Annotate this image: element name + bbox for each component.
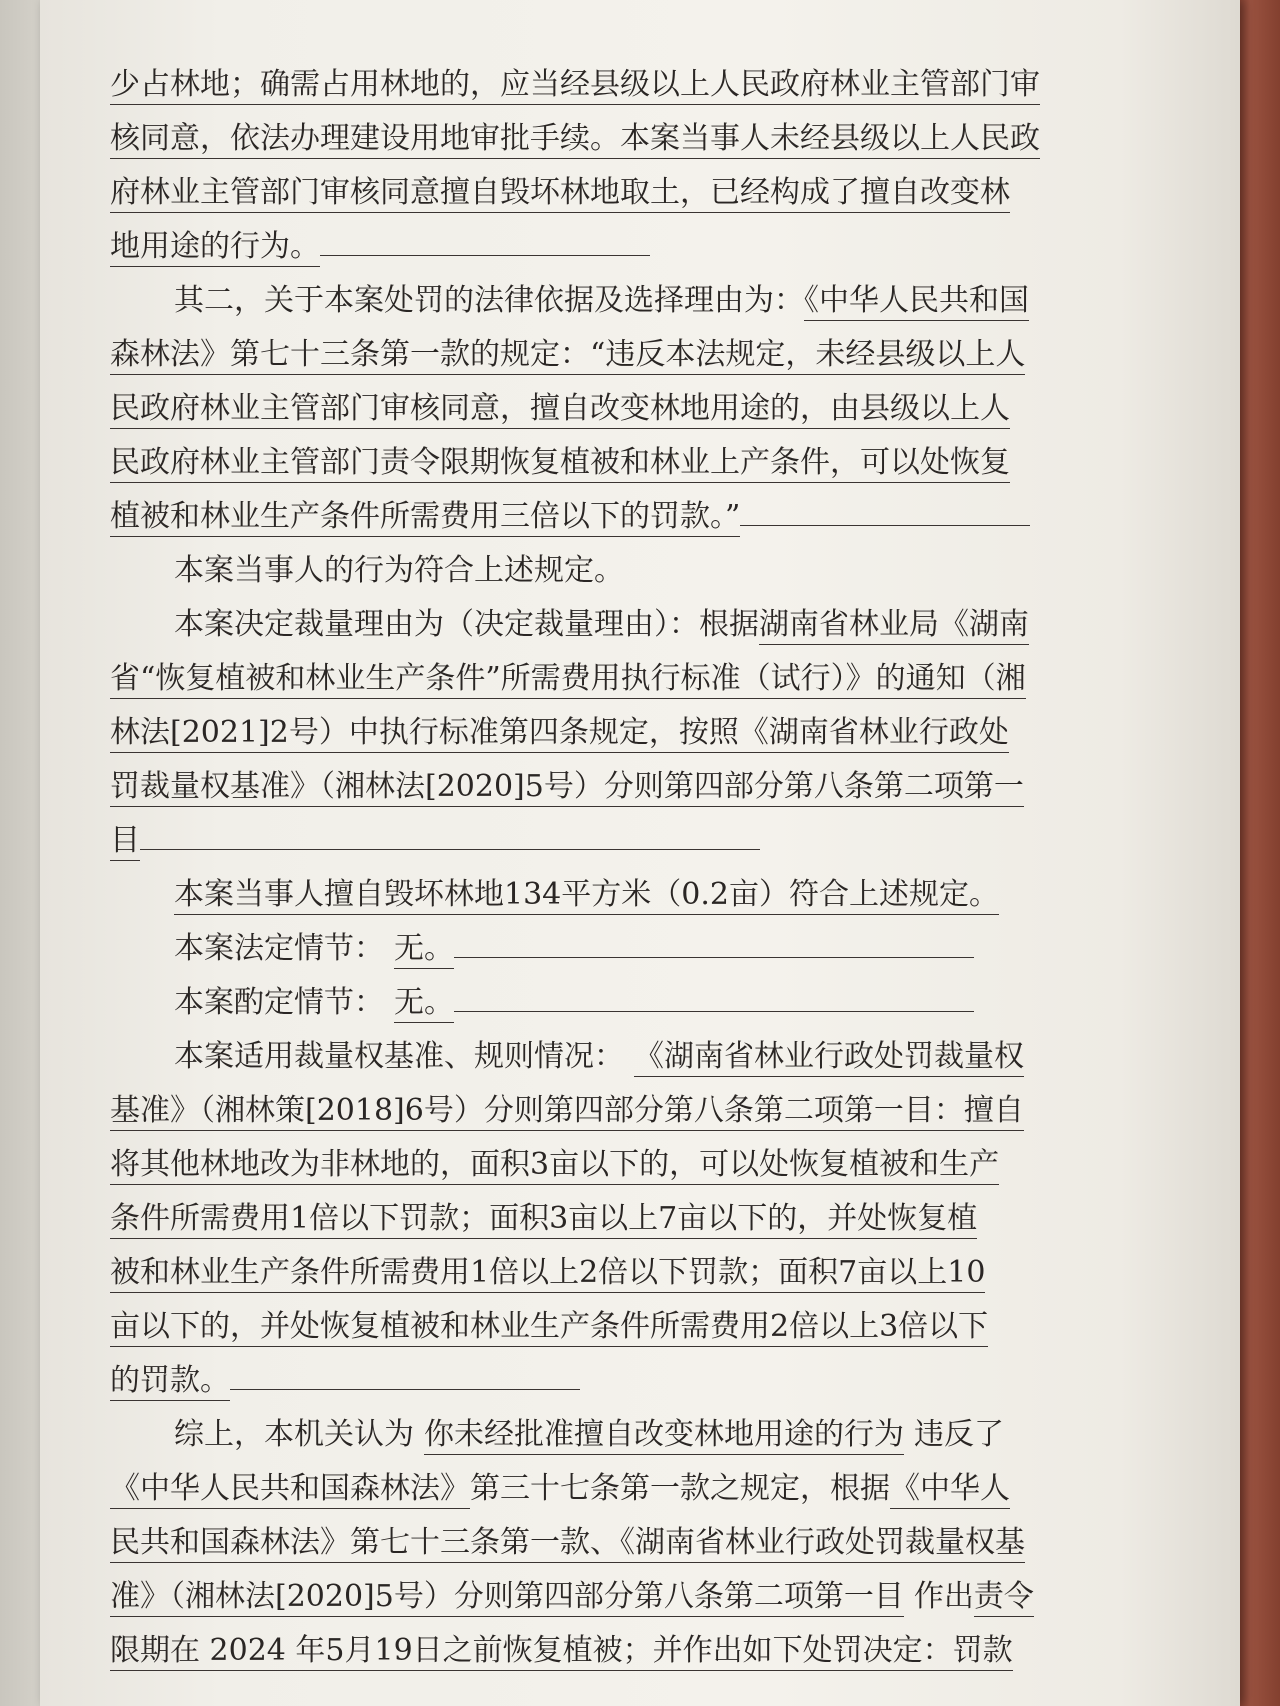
underlined-text: 《中华人民共和国 xyxy=(804,283,1029,321)
label-text: 本案酌定情节： xyxy=(174,985,384,1020)
underlined-text: 责令 xyxy=(974,1579,1034,1617)
underlined-text: 罚裁量权基准》（湘林法[2020]5号）分则第四部分第八条第二项第一 xyxy=(110,769,1024,807)
text-line xyxy=(110,1408,1150,1462)
discretionary-circumstances-value: 无。 xyxy=(394,985,454,1023)
underlined-text: 被和林业生产条件所需费用1倍以上2倍以下罚款；面积7亩以上10 xyxy=(110,1255,985,1293)
violation-description: 你未经批准擅自改变林地用途的行为 xyxy=(424,1417,904,1455)
text-line xyxy=(110,1138,1150,1192)
underlined-text: 湖南省林业局《湖南 xyxy=(759,607,1029,645)
underlined-text: 植被和林业生产条件所需费用三倍以下的罚款。” xyxy=(110,499,740,537)
underlined-text: 《中华人 xyxy=(890,1471,1010,1509)
text-line xyxy=(110,166,1150,220)
text-line xyxy=(110,1030,1150,1084)
underlined-text: 民政府林业主管部门审核同意，擅自改变林地用途的，由县级以上人 xyxy=(110,391,1010,429)
text-line xyxy=(110,274,1150,328)
document-page xyxy=(40,0,1240,1706)
underlined-text: 限期在 2024 年5月19日之前恢复植被；并作出如下处罚决定：罚款 xyxy=(110,1633,1013,1671)
text-line xyxy=(110,652,1150,706)
text-line xyxy=(110,58,1150,112)
paragraph-text: 第三十七条第一款之规定，根据 xyxy=(470,1471,890,1506)
text-line xyxy=(110,328,1150,382)
underlined-text: 本案当事人擅自毁坏林地134平方米（0.2亩）符合上述规定。 xyxy=(174,877,999,915)
underlined-text: 的罚款。 xyxy=(110,1363,230,1401)
paragraph-text: 违反了 xyxy=(914,1417,1004,1452)
paragraph-text: 其二，关于本案处罚的法律依据及选择理由为： xyxy=(174,283,804,318)
blank-fill-line xyxy=(140,815,760,850)
paragraph-text: 本案决定裁量理由为（决定裁量理由）：根据 xyxy=(174,607,759,642)
text-line xyxy=(110,112,1150,166)
underlined-text: 准》（湘林法[2020]5号）分则第四部分第八条第二项第一目 xyxy=(110,1579,904,1617)
text-line xyxy=(110,544,1150,598)
text-line xyxy=(110,490,1150,544)
underlined-text: 森林法》第七十三条第一款的规定：“违反本法规定，未经县级以上人 xyxy=(110,337,1025,375)
underlined-text: 府林业主管部门审核同意擅自毁坏林地取土，已经构成了擅自改变林 xyxy=(110,175,1010,213)
blank-fill-line xyxy=(454,977,974,1012)
underlined-text: 《中华人民共和国森林法》 xyxy=(110,1471,470,1509)
paragraph-text: 本案当事人的行为符合上述规定。 xyxy=(174,553,624,588)
statutory-circumstances-value: 无。 xyxy=(394,931,454,969)
text-line xyxy=(110,1570,1150,1624)
text-line xyxy=(110,976,1150,1030)
text-line xyxy=(110,1246,1150,1300)
underlined-text: 地用途的行为。 xyxy=(110,229,320,267)
paragraph-text: 作出 xyxy=(913,1579,974,1614)
underlined-text: 少占林地；确需占用林地的，应当经县级以上人民政府林业主管部门审 xyxy=(110,67,1040,105)
text-line xyxy=(110,868,1150,922)
text-line xyxy=(110,1084,1150,1138)
text-line xyxy=(110,1516,1150,1570)
text-line xyxy=(110,220,1150,274)
text-line xyxy=(110,1624,1150,1678)
text-line xyxy=(110,382,1150,436)
underlined-text: 将其他林地改为非林地的，面积3亩以下的，可以处恢复植被和生产 xyxy=(110,1147,999,1185)
text-line xyxy=(110,1462,1150,1516)
underlined-text: 目 xyxy=(110,823,140,861)
paragraph-text: 综上，本机关认为 xyxy=(174,1417,414,1452)
underlined-text: 亩以下的，并处恢复植被和林业生产条件所需费用2倍以上3倍以下 xyxy=(110,1309,988,1347)
text-line xyxy=(110,1192,1150,1246)
underlined-text: 《湖南省林业行政处罚裁量权 xyxy=(634,1039,1024,1077)
text-line xyxy=(110,922,1150,976)
label-text: 本案法定情节： xyxy=(174,931,384,966)
underlined-text: 核同意，依法办理建设用地审批手续。本案当事人未经县级以上人民政 xyxy=(110,121,1040,159)
text-line xyxy=(110,1300,1150,1354)
underlined-text: 林法[2021]2号）中执行标准第四条规定，按照 xyxy=(110,715,739,753)
label-text: 本案适用裁量权基准、规则情况： xyxy=(174,1039,624,1074)
blank-fill-line xyxy=(454,923,974,958)
blank-fill-line xyxy=(320,221,650,256)
blank-fill-line xyxy=(740,491,1030,526)
underlined-text: 省“恢复植被和林业生产条件”所需费用执行标准（试行）》的通知（湘 xyxy=(110,661,1026,699)
underlined-text: 《湖南省林业行政处 xyxy=(739,715,1009,753)
text-line xyxy=(110,814,1150,868)
text-line xyxy=(110,760,1150,814)
text-line xyxy=(110,1354,1150,1408)
document-body xyxy=(110,58,1150,1678)
text-line xyxy=(110,436,1150,490)
underlined-text: 基准》（湘林策[2018]6号）分则第四部分第八条第二项第一目：擅自 xyxy=(110,1093,1024,1131)
text-line xyxy=(110,598,1150,652)
blank-fill-line xyxy=(230,1355,580,1390)
underlined-text: 条件所需费用1倍以下罚款；面积3亩以上7亩以下的，并处恢复植 xyxy=(110,1201,977,1239)
text-line xyxy=(110,706,1150,760)
underlined-text: 民政府林业主管部门责令限期恢复植被和林业上产条件，可以处恢复 xyxy=(110,445,1010,483)
underlined-text: 民共和国森林法》第七十三条第一款、《湖南省林业行政处罚裁量权基 xyxy=(110,1525,1025,1563)
